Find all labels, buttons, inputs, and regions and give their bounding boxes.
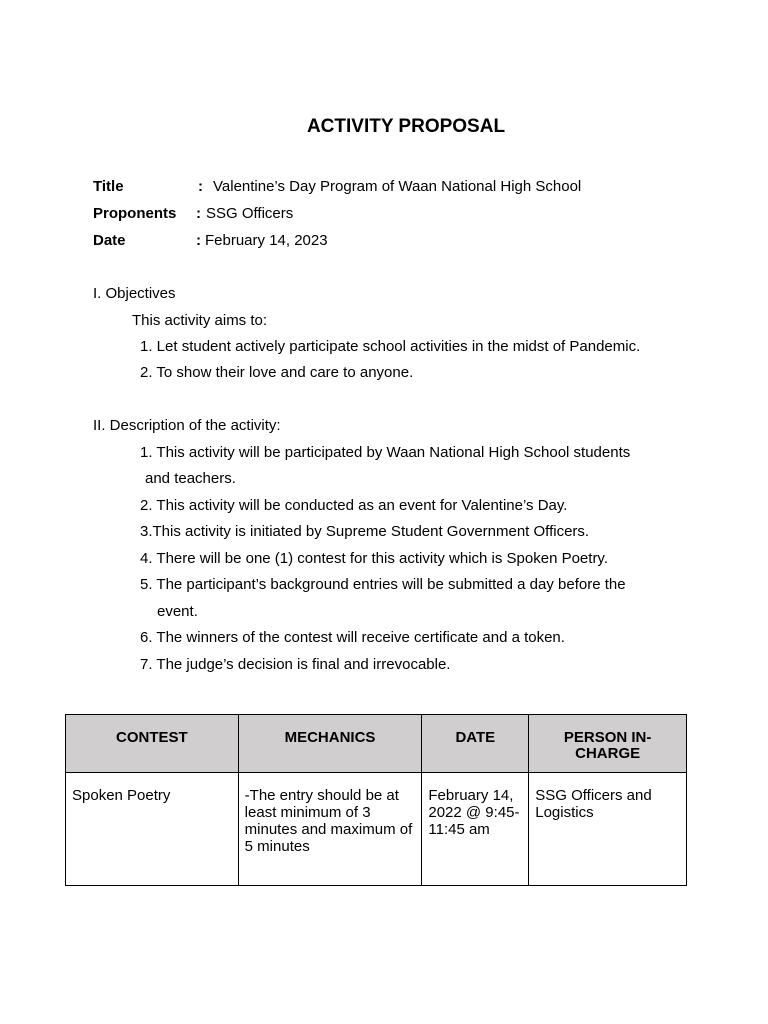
objectives-heading: I. Objectives: [93, 285, 176, 302]
cell-contest: Spoken Poetry: [66, 773, 239, 886]
cell-date: February 14, 2022 @ 9:45-11:45 am: [422, 773, 529, 886]
table-row: [66, 773, 687, 886]
description-line: 3.This activity is initiated by Supreme Student Government Officers.: [140, 523, 590, 540]
meta-proponents-value: SSG Officers: [206, 205, 294, 222]
meta-title-label: Title: [93, 178, 124, 195]
objectives-intro: This activity aims to:: [132, 312, 268, 329]
meta-title-colon: :: [198, 178, 203, 195]
column-header-person-in-charge: PERSON IN-CHARGE: [529, 715, 687, 773]
table-header-row: [66, 715, 687, 773]
document-title: ACTIVITY PROPOSAL: [306, 116, 506, 137]
description-line: 7. The judge’s decision is final and irrevocable.: [140, 656, 451, 673]
meta-date-value: February 14, 2023: [205, 232, 328, 249]
meta-date-label: Date: [93, 232, 126, 249]
cell-person-in-charge: SSG Officers and Logistics: [529, 773, 687, 886]
column-header-date: DATE: [422, 715, 529, 773]
description-line: and teachers.: [145, 470, 236, 487]
description-line: 6. The winners of the contest will receive certificate and a token.: [140, 629, 565, 646]
description-line: 2. This activity will be conducted as an event for Valentine’s Day.: [140, 497, 568, 514]
contest-table: [65, 714, 687, 886]
objective-item: 2. To show their love and care to anyone.: [140, 364, 414, 381]
column-header-contest: CONTEST: [66, 715, 239, 773]
description-line: event.: [157, 603, 198, 620]
cell-mechanics: -The entry should be at least minimum of 3 minutes and maximum of 5 minutes: [238, 773, 422, 886]
meta-title-value: Valentine’s Day Program of Waan National High School: [213, 178, 582, 195]
objective-item: 1. Let student actively participate school activities in the midst of Pandemic.: [140, 338, 641, 355]
description-line: 4. There will be one (1) contest for this activity which is Spoken Poetry.: [140, 550, 608, 567]
description-line: 5. The participant’s background entries will be submitted a day before the: [140, 576, 626, 593]
column-header-mechanics: MECHANICS: [238, 715, 422, 773]
meta-date-colon: :: [196, 232, 201, 249]
meta-proponents-colon: :: [196, 205, 201, 222]
description-line: 1. This activity will be participated by Waan National High School students: [140, 444, 631, 461]
meta-proponents-label: Proponents: [93, 205, 177, 222]
description-heading: II. Description of the activity:: [93, 417, 281, 434]
